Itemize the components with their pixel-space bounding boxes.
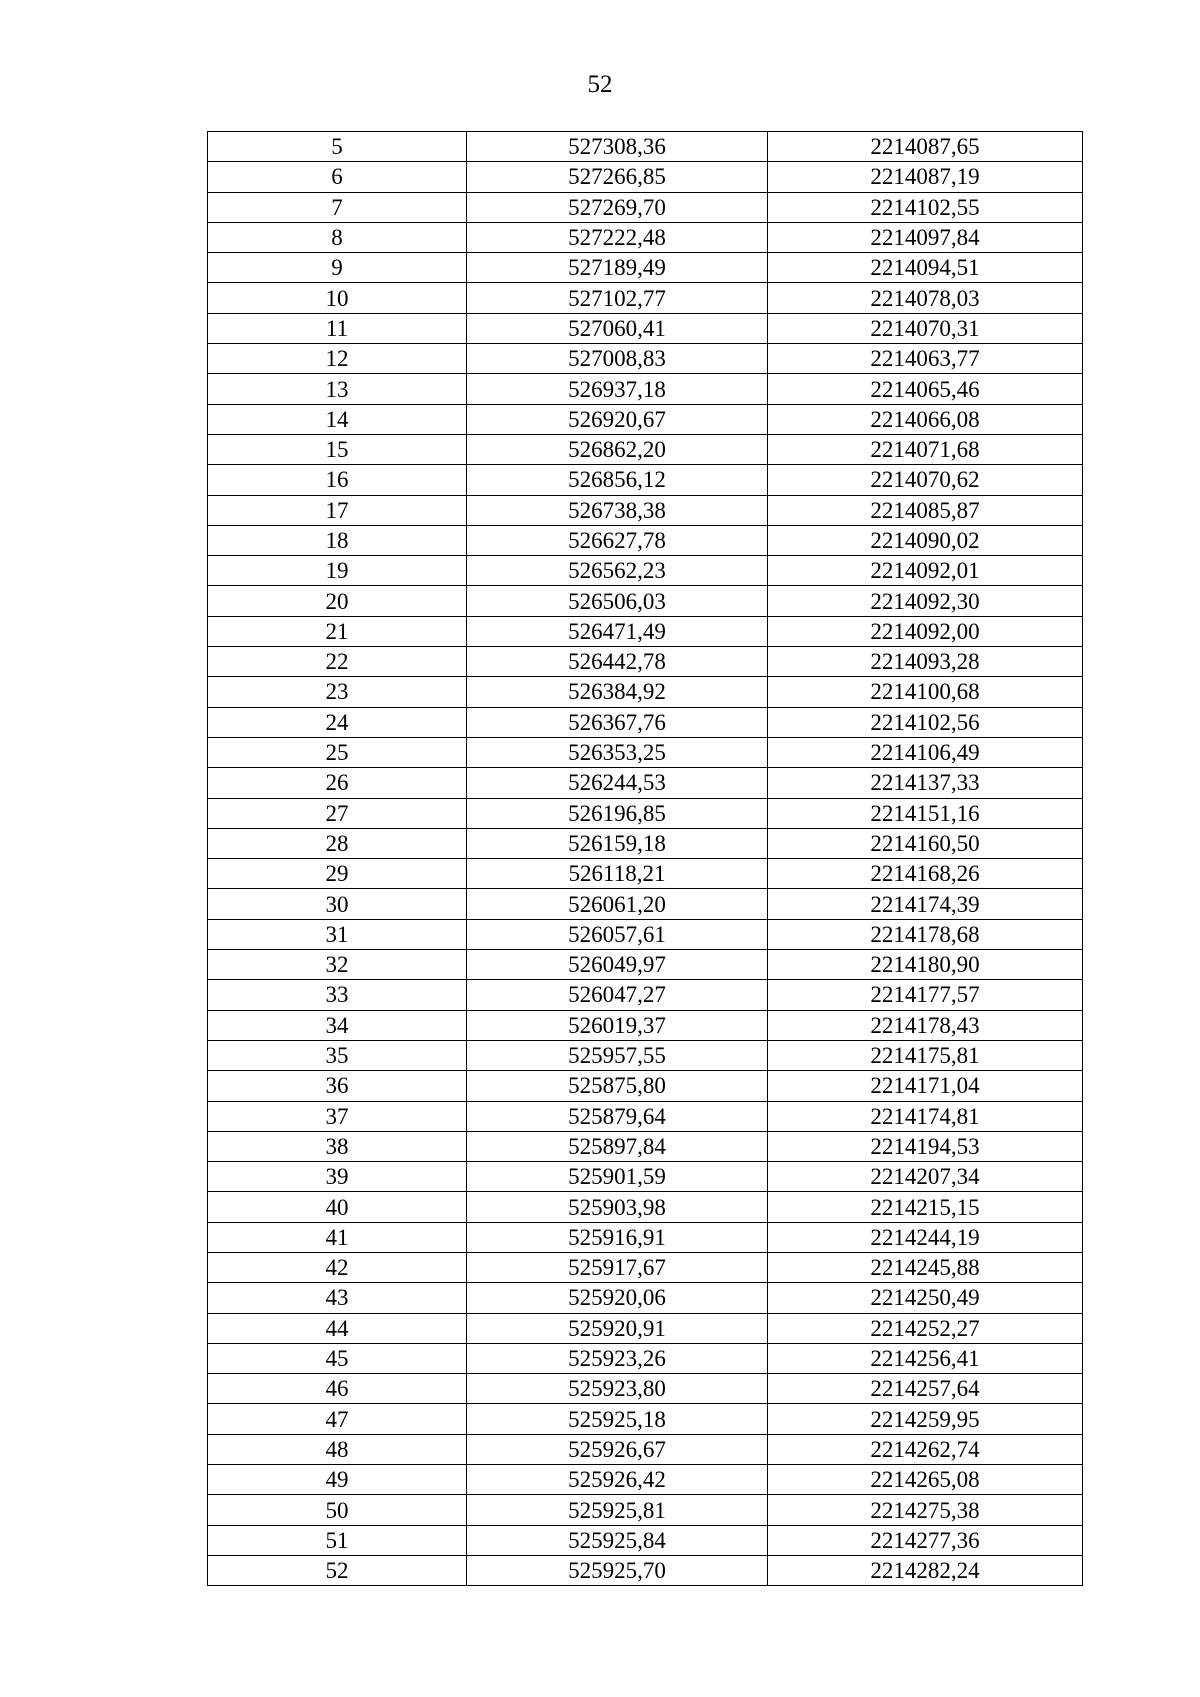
y-coordinate-cell: 2214174,39	[768, 889, 1083, 919]
x-coordinate-cell: 526384,92	[467, 677, 768, 707]
point-number-cell: 12	[208, 344, 467, 374]
x-coordinate-cell: 526057,61	[467, 919, 768, 949]
y-coordinate-cell: 2214065,46	[768, 374, 1083, 404]
y-coordinate-cell: 2214277,36	[768, 1525, 1083, 1555]
y-coordinate-cell: 2214194,53	[768, 1131, 1083, 1161]
x-coordinate-cell: 526049,97	[467, 950, 768, 980]
y-coordinate-cell: 2214093,28	[768, 647, 1083, 677]
x-coordinate-cell: 525925,81	[467, 1495, 768, 1525]
table-row	[208, 919, 1083, 949]
x-coordinate-cell: 526856,12	[467, 465, 768, 495]
x-coordinate-cell: 527266,85	[467, 162, 768, 192]
y-coordinate-cell: 2214087,19	[768, 162, 1083, 192]
x-coordinate-cell: 525897,84	[467, 1131, 768, 1161]
point-number-cell: 36	[208, 1071, 467, 1101]
y-coordinate-cell: 2214137,33	[768, 768, 1083, 798]
y-coordinate-cell: 2214171,04	[768, 1071, 1083, 1101]
table-row	[208, 1465, 1083, 1495]
table-row	[208, 253, 1083, 283]
y-coordinate-cell: 2214106,49	[768, 737, 1083, 767]
point-number-cell: 13	[208, 374, 467, 404]
x-coordinate-cell: 526118,21	[467, 859, 768, 889]
table-row	[208, 1040, 1083, 1070]
y-coordinate-cell: 2214275,38	[768, 1495, 1083, 1525]
y-coordinate-cell: 2214245,88	[768, 1252, 1083, 1282]
x-coordinate-cell: 527102,77	[467, 283, 768, 313]
x-coordinate-cell: 525925,84	[467, 1525, 768, 1555]
point-number-cell: 6	[208, 162, 467, 192]
x-coordinate-cell: 525926,67	[467, 1434, 768, 1464]
x-coordinate-cell: 525879,64	[467, 1101, 768, 1131]
point-number-cell: 40	[208, 1192, 467, 1222]
table-row	[208, 1343, 1083, 1373]
point-number-cell: 34	[208, 1010, 467, 1040]
y-coordinate-cell: 2214215,15	[768, 1192, 1083, 1222]
point-number-cell: 27	[208, 798, 467, 828]
point-number-cell: 22	[208, 647, 467, 677]
point-number-cell: 48	[208, 1434, 467, 1464]
x-coordinate-cell: 525920,91	[467, 1313, 768, 1343]
table-row	[208, 1555, 1083, 1585]
point-number-cell: 41	[208, 1222, 467, 1252]
y-coordinate-cell: 2214085,87	[768, 495, 1083, 525]
x-coordinate-cell: 526562,23	[467, 556, 768, 586]
page-number: 52	[587, 71, 613, 98]
table-row	[208, 192, 1083, 222]
point-number-cell: 15	[208, 434, 467, 464]
y-coordinate-cell: 2214244,19	[768, 1222, 1083, 1252]
table-row	[208, 586, 1083, 616]
point-number-cell: 29	[208, 859, 467, 889]
x-coordinate-cell: 526019,37	[467, 1010, 768, 1040]
point-number-cell: 31	[208, 919, 467, 949]
x-coordinate-cell: 526367,76	[467, 707, 768, 737]
x-coordinate-cell: 526471,49	[467, 616, 768, 646]
x-coordinate-cell: 526196,85	[467, 798, 768, 828]
table-row	[208, 828, 1083, 858]
y-coordinate-cell: 2214078,03	[768, 283, 1083, 313]
point-number-cell: 52	[208, 1555, 467, 1585]
x-coordinate-cell: 526937,18	[467, 374, 768, 404]
table-row	[208, 1071, 1083, 1101]
x-coordinate-cell: 526353,25	[467, 737, 768, 767]
x-coordinate-cell: 525901,59	[467, 1162, 768, 1192]
x-coordinate-cell: 525926,42	[467, 1465, 768, 1495]
point-number-cell: 43	[208, 1283, 467, 1313]
table-row	[208, 737, 1083, 767]
y-coordinate-cell: 2214063,77	[768, 344, 1083, 374]
x-coordinate-cell: 527308,36	[467, 132, 768, 162]
y-coordinate-cell: 2214160,50	[768, 828, 1083, 858]
table-row	[208, 616, 1083, 646]
x-coordinate-cell: 527222,48	[467, 222, 768, 252]
point-number-cell: 33	[208, 980, 467, 1010]
table-row	[208, 798, 1083, 828]
table-row	[208, 1525, 1083, 1555]
point-number-cell: 49	[208, 1465, 467, 1495]
x-coordinate-cell: 525903,98	[467, 1192, 768, 1222]
table-row	[208, 1374, 1083, 1404]
x-coordinate-cell: 527189,49	[467, 253, 768, 283]
point-number-cell: 38	[208, 1131, 467, 1161]
point-number-cell: 17	[208, 495, 467, 525]
point-number-cell: 23	[208, 677, 467, 707]
table-row	[208, 495, 1083, 525]
y-coordinate-cell: 2214257,64	[768, 1374, 1083, 1404]
x-coordinate-cell: 526159,18	[467, 828, 768, 858]
table-row	[208, 859, 1083, 889]
y-coordinate-cell: 2214151,16	[768, 798, 1083, 828]
x-coordinate-cell: 526920,67	[467, 404, 768, 434]
table-row	[208, 525, 1083, 555]
y-coordinate-cell: 2214090,02	[768, 525, 1083, 555]
x-coordinate-cell: 525923,26	[467, 1343, 768, 1373]
y-coordinate-cell: 2214071,68	[768, 434, 1083, 464]
point-number-cell: 21	[208, 616, 467, 646]
point-number-cell: 47	[208, 1404, 467, 1434]
table-row	[208, 404, 1083, 434]
x-coordinate-cell: 525916,91	[467, 1222, 768, 1252]
point-number-cell: 11	[208, 313, 467, 343]
point-number-cell: 37	[208, 1101, 467, 1131]
y-coordinate-cell: 2214102,56	[768, 707, 1083, 737]
x-coordinate-cell: 527060,41	[467, 313, 768, 343]
table-row	[208, 1252, 1083, 1282]
table-row	[208, 313, 1083, 343]
x-coordinate-cell: 525957,55	[467, 1040, 768, 1070]
point-number-cell: 50	[208, 1495, 467, 1525]
x-coordinate-cell: 526738,38	[467, 495, 768, 525]
table-row	[208, 1283, 1083, 1313]
x-coordinate-cell: 526627,78	[467, 525, 768, 555]
x-coordinate-cell: 526061,20	[467, 889, 768, 919]
y-coordinate-cell: 2214092,30	[768, 586, 1083, 616]
table-row	[208, 1192, 1083, 1222]
point-number-cell: 20	[208, 586, 467, 616]
table-row	[208, 647, 1083, 677]
y-coordinate-cell: 2214070,62	[768, 465, 1083, 495]
point-number-cell: 16	[208, 465, 467, 495]
table-row	[208, 465, 1083, 495]
point-number-cell: 35	[208, 1040, 467, 1070]
table-row	[208, 283, 1083, 313]
point-number-cell: 25	[208, 737, 467, 767]
y-coordinate-cell: 2214100,68	[768, 677, 1083, 707]
point-number-cell: 8	[208, 222, 467, 252]
table-row	[208, 1404, 1083, 1434]
x-coordinate-cell: 526244,53	[467, 768, 768, 798]
point-number-cell: 44	[208, 1313, 467, 1343]
point-number-cell: 14	[208, 404, 467, 434]
table-row	[208, 434, 1083, 464]
x-coordinate-cell: 525875,80	[467, 1071, 768, 1101]
point-number-cell: 5	[208, 132, 467, 162]
table-row	[208, 980, 1083, 1010]
y-coordinate-cell: 2214178,43	[768, 1010, 1083, 1040]
table-row	[208, 1434, 1083, 1464]
table-row	[208, 950, 1083, 980]
point-number-cell: 26	[208, 768, 467, 798]
point-number-cell: 46	[208, 1374, 467, 1404]
point-number-cell: 24	[208, 707, 467, 737]
table-row	[208, 707, 1083, 737]
y-coordinate-cell: 2214070,31	[768, 313, 1083, 343]
table-row	[208, 1131, 1083, 1161]
table-row	[208, 677, 1083, 707]
table-row	[208, 1222, 1083, 1252]
point-number-cell: 39	[208, 1162, 467, 1192]
x-coordinate-cell: 527008,83	[467, 344, 768, 374]
x-coordinate-cell: 525925,70	[467, 1555, 768, 1585]
x-coordinate-cell: 525923,80	[467, 1374, 768, 1404]
y-coordinate-cell: 2214178,68	[768, 919, 1083, 949]
point-number-cell: 32	[208, 950, 467, 980]
table-row	[208, 889, 1083, 919]
point-number-cell: 51	[208, 1525, 467, 1555]
table-row	[208, 1313, 1083, 1343]
x-coordinate-cell: 525925,18	[467, 1404, 768, 1434]
y-coordinate-cell: 2214282,24	[768, 1555, 1083, 1585]
y-coordinate-cell: 2214066,08	[768, 404, 1083, 434]
y-coordinate-cell: 2214250,49	[768, 1283, 1083, 1313]
point-number-cell: 18	[208, 525, 467, 555]
point-number-cell: 42	[208, 1252, 467, 1282]
point-number-cell: 30	[208, 889, 467, 919]
point-number-cell: 45	[208, 1343, 467, 1373]
y-coordinate-cell: 2214262,74	[768, 1434, 1083, 1464]
point-number-cell: 19	[208, 556, 467, 586]
y-coordinate-cell: 2214174,81	[768, 1101, 1083, 1131]
x-coordinate-cell: 526442,78	[467, 647, 768, 677]
table-row	[208, 344, 1083, 374]
y-coordinate-cell: 2214092,00	[768, 616, 1083, 646]
point-number-cell: 7	[208, 192, 467, 222]
y-coordinate-cell: 2214252,27	[768, 1313, 1083, 1343]
coordinates-table-body	[208, 132, 1083, 1586]
y-coordinate-cell: 2214097,84	[768, 222, 1083, 252]
table-row	[208, 556, 1083, 586]
y-coordinate-cell: 2214094,51	[768, 253, 1083, 283]
y-coordinate-cell: 2214087,65	[768, 132, 1083, 162]
table-row	[208, 1495, 1083, 1525]
y-coordinate-cell: 2214175,81	[768, 1040, 1083, 1070]
point-number-cell: 9	[208, 253, 467, 283]
y-coordinate-cell: 2214256,41	[768, 1343, 1083, 1373]
table-row	[208, 1010, 1083, 1040]
table-row	[208, 162, 1083, 192]
y-coordinate-cell: 2214092,01	[768, 556, 1083, 586]
table-row	[208, 222, 1083, 252]
x-coordinate-cell: 526506,03	[467, 586, 768, 616]
table-row	[208, 374, 1083, 404]
point-number-cell: 10	[208, 283, 467, 313]
y-coordinate-cell: 2214102,55	[768, 192, 1083, 222]
y-coordinate-cell: 2214180,90	[768, 950, 1083, 980]
y-coordinate-cell: 2214207,34	[768, 1162, 1083, 1192]
point-number-cell: 28	[208, 828, 467, 858]
table-row	[208, 1101, 1083, 1131]
y-coordinate-cell: 2214265,08	[768, 1465, 1083, 1495]
table-row	[208, 132, 1083, 162]
x-coordinate-cell: 527269,70	[467, 192, 768, 222]
y-coordinate-cell: 2214259,95	[768, 1404, 1083, 1434]
table-row	[208, 1162, 1083, 1192]
x-coordinate-cell: 525920,06	[467, 1283, 768, 1313]
x-coordinate-cell: 526862,20	[467, 434, 768, 464]
y-coordinate-cell: 2214177,57	[768, 980, 1083, 1010]
x-coordinate-cell: 526047,27	[467, 980, 768, 1010]
table-row	[208, 768, 1083, 798]
x-coordinate-cell: 525917,67	[467, 1252, 768, 1282]
y-coordinate-cell: 2214168,26	[768, 859, 1083, 889]
coordinates-table	[207, 131, 1083, 1586]
